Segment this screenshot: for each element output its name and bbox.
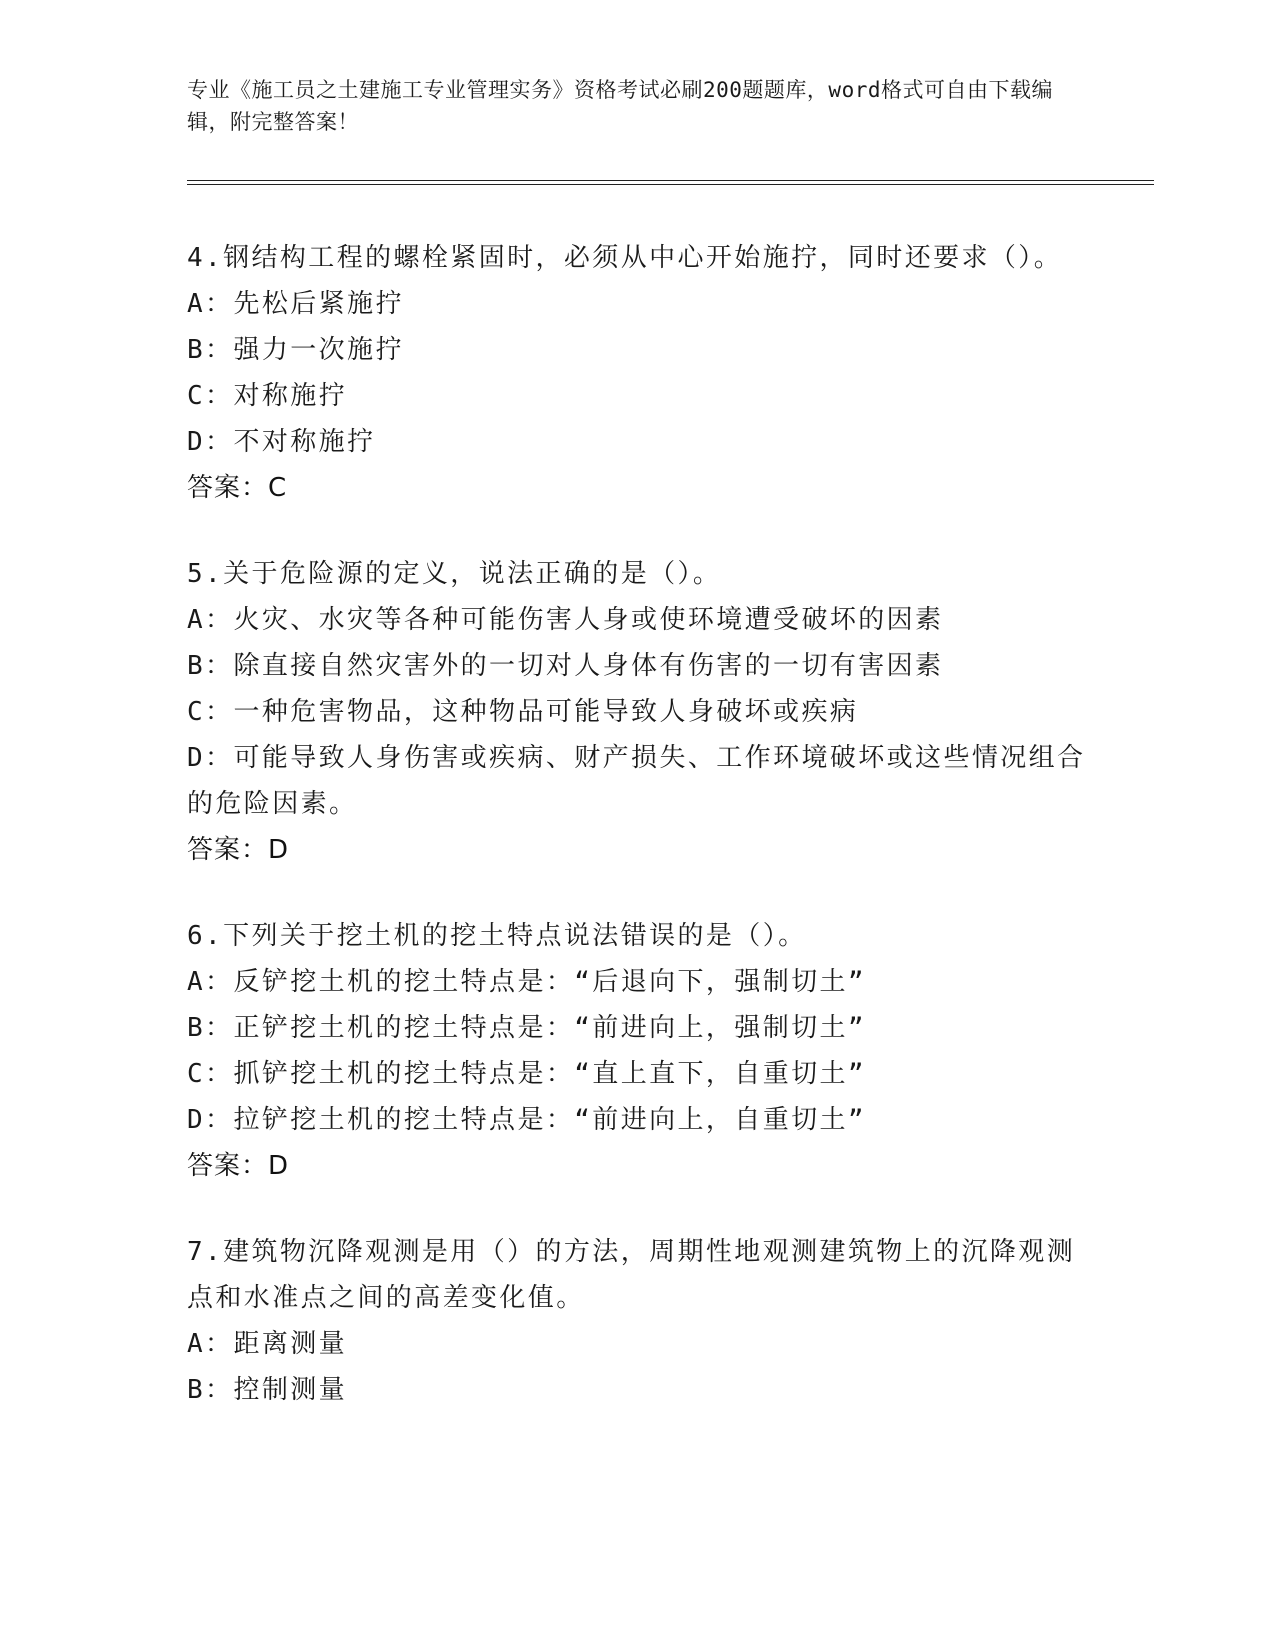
question-stem: 4.钢结构工程的螺栓紧固时，必须从中心开始施拧，同时还要求（）。	[187, 243, 1063, 273]
option-a: A：火灾、水灾等各种可能伤害人身或使环境遭受破坏的因素	[187, 605, 944, 635]
option-c: C：抓铲挖土机的挖土特点是：“直上直下，自重切土”	[187, 1059, 866, 1089]
question-stem: 5.关于危险源的定义，说法正确的是（）。	[187, 559, 722, 589]
option-d: D：不对称施拧	[187, 427, 376, 457]
header-divider-bottom	[187, 184, 1154, 185]
answer-label: 答案：C	[187, 473, 288, 503]
answer-label: 答案：D	[187, 835, 290, 865]
question-4	[187, 235, 1087, 511]
option-b: B：控制测量	[187, 1375, 348, 1405]
option-b: B：除直接自然灾害外的一切对人身体有伤害的一切有害因素	[187, 651, 944, 681]
header-divider-top	[187, 180, 1154, 181]
question-stem: 6.下列关于挖土机的挖土特点说法错误的是（）。	[187, 921, 807, 951]
answer-label: 答案：D	[187, 1151, 290, 1181]
option-a: A：距离测量	[187, 1329, 348, 1359]
option-a: A：反铲挖土机的挖土特点是：“后退向下，强制切土”	[187, 967, 866, 997]
question-list	[187, 235, 1087, 1453]
question-5	[187, 551, 1087, 873]
option-b: B：强力一次施拧	[187, 335, 404, 365]
option-c: C：对称施拧	[187, 381, 348, 411]
option-d: D：拉铲挖土机的挖土特点是：“前进向上，自重切土”	[187, 1105, 866, 1135]
question-7	[187, 1229, 1087, 1413]
question-6	[187, 913, 1087, 1189]
question-stem: 7.建筑物沉降观测是用（）的方法，周期性地观测建筑物上的沉降观测点和水准点之间的高差变化值。	[187, 1237, 1076, 1313]
option-b: B：正铲挖土机的挖土特点是：“前进向上，强制切土”	[187, 1013, 866, 1043]
document-header: 专业《施工员之土建施工专业管理实务》资格考试必刷200题题库，word格式可自由下载编辑，附完整答案！	[187, 78, 1053, 134]
option-a: A：先松后紧施拧	[187, 289, 404, 319]
option-c: C：一种危害物品，这种物品可能导致人身破坏或疾病	[187, 697, 859, 727]
option-d: D：可能导致人身伤害或疾病、财产损失、工作环境破坏或这些情况组合的危险因素。	[187, 743, 1086, 819]
